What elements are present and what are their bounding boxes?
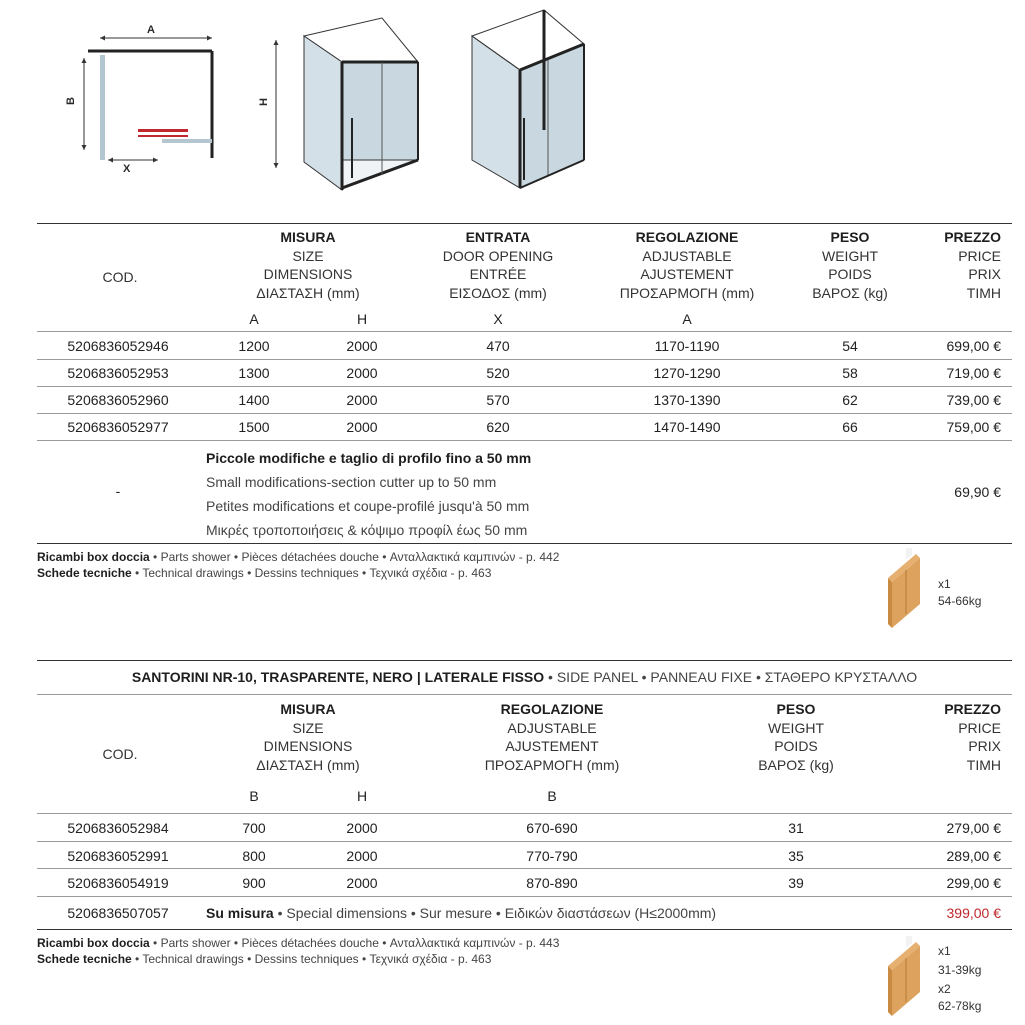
row-a: 1300 — [238, 365, 270, 381]
ajustement-label: AJUSTEMENT — [505, 738, 599, 754]
row-cod: 5206836052953 — [67, 365, 169, 381]
package-qty: x1 — [938, 577, 951, 591]
row-x: 520 — [486, 365, 510, 381]
plan-label-a: A — [147, 24, 155, 36]
package-icon — [880, 548, 925, 632]
size-label: SIZE — [292, 247, 324, 264]
diastasi-label: ΔΙΑΣΤΑΣΗ (mm) — [256, 756, 360, 773]
row-h: 2000 — [346, 338, 378, 354]
entree-label: ENTRÉE — [469, 266, 527, 282]
row-divider — [37, 359, 1012, 360]
row-divider — [37, 841, 1012, 842]
row-h: 2000 — [346, 419, 378, 435]
schede-link-2[interactable] — [37, 952, 491, 966]
row-price: 759,00 € — [946, 419, 1001, 435]
ricambi-link-2[interactable] — [37, 936, 559, 950]
table2-header-regolazione — [462, 700, 642, 774]
mod-line-fr: Petites modifications et coupe-profilé jusqu'à 50 mm — [206, 498, 530, 514]
table2-title — [37, 669, 1012, 685]
subheader-reg: A — [682, 311, 692, 327]
custom-price: 399,00 € — [946, 905, 1001, 921]
row-cod: 5206836052946 — [67, 338, 169, 354]
weight-label: WEIGHT — [822, 247, 878, 264]
row-peso: 66 — [842, 419, 858, 435]
custom-label-bold: Su misura — [206, 905, 274, 921]
misura-label: MISURA — [280, 701, 336, 717]
row-peso: 39 — [788, 875, 804, 891]
ricambi-bold: Ricambi box doccia — [37, 550, 150, 564]
ricambi-rest: • Parts shower • Pièces détachées douche • Ανταλλακτικά καμπινών - p. 443 — [149, 936, 560, 950]
eisodos-label: ΕΙΣΟΔΟΣ (mm) — [449, 284, 547, 301]
table2-title-rule — [37, 694, 1012, 695]
row-divider — [37, 386, 1012, 387]
table1-header-cod — [60, 268, 180, 287]
row-divider — [37, 440, 1012, 441]
shower-corner-diagram — [460, 0, 600, 200]
plan-label-x: X — [123, 163, 131, 175]
table1-bottom-rule — [37, 543, 1012, 544]
timi-label: TIMH — [966, 756, 1001, 773]
row-cod: 5206836052991 — [67, 848, 169, 864]
table1-header-prezzo — [900, 228, 1001, 302]
poids-label: POIDS — [828, 266, 872, 282]
prix-label: PRIX — [968, 266, 1001, 282]
prosarmogi-label: ΠΡΟΣΑΡΜΟΓΗ (mm) — [619, 284, 755, 301]
table1-header-misura — [228, 228, 388, 302]
row-h: 2000 — [346, 365, 378, 381]
row-peso: 58 — [842, 365, 858, 381]
table2-header-misura — [228, 700, 388, 774]
schede-bold: Schede tecniche — [37, 566, 132, 580]
subheader-h: H — [356, 311, 368, 327]
package-weight: 54-66kg — [938, 594, 982, 608]
table2-top-rule — [37, 660, 1012, 661]
mod-line-gr: Μικρές τροποποιήσεις & κόψιμο προφίλ έως 50 mm — [206, 522, 528, 538]
mod-price: 69,90 € — [954, 484, 1001, 500]
subheader-a: A — [249, 311, 259, 327]
row-reg: 870-890 — [526, 875, 578, 891]
table2-title-rest: • SIDE PANEL • PANNEAU FIXE • ΣΤΑΘΕΡΟ ΚΡΥΣΤΑΛΛΟ — [544, 669, 918, 685]
varos-label: ΒΑΡΟΣ (kg) — [812, 284, 888, 301]
schede-link-1[interactable] — [37, 566, 491, 580]
timi-label: TIMH — [966, 284, 1001, 301]
row-peso: 54 — [842, 338, 858, 354]
row-b: 800 — [242, 848, 266, 864]
row-a: 1400 — [238, 392, 270, 408]
ricambi-link-1[interactable] — [37, 550, 559, 564]
package-weight-1: 31-39kg — [938, 963, 982, 977]
mod-line-en: Small modifications-section cutter up to 50 mm — [206, 474, 497, 490]
row-b: 700 — [242, 820, 266, 836]
mod-line-it: Piccole modifiche e taglio di profilo fino a 50 mm — [206, 450, 532, 466]
regolazione-label: REGOLAZIONE — [500, 701, 604, 717]
subheader-reg: B — [547, 788, 557, 804]
price-label: PRICE — [958, 247, 1001, 264]
package-qty-2: x2 — [938, 982, 951, 996]
custom-label — [206, 905, 716, 921]
row-h: 2000 — [346, 875, 378, 891]
adjustable-label: ADJUSTABLE — [642, 247, 732, 264]
table2-header-peso — [736, 700, 856, 774]
schede-bold: Schede tecniche — [37, 952, 132, 966]
prezzo-label: PREZZO — [944, 701, 1001, 717]
table2-title-bold: SANTORINI NR-10, TRASPARENTE, NERO | LATERALE FISSO — [131, 669, 545, 685]
schede-rest: • Technical drawings • Dessins techniques • Τεχνικά σχέδια - p. 463 — [131, 566, 492, 580]
row-price: 739,00 € — [946, 392, 1001, 408]
row-a: 1500 — [238, 419, 270, 435]
row-h: 2000 — [346, 392, 378, 408]
row-x: 570 — [486, 392, 510, 408]
row-reg: 1370-1390 — [653, 392, 721, 408]
row-cod: 5206836054919 — [67, 875, 169, 891]
row-a: 1200 — [238, 338, 270, 354]
door-opening-label: DOOR OPENING — [442, 247, 554, 264]
row-price: 719,00 € — [946, 365, 1001, 381]
subheader-x: X — [493, 311, 503, 327]
table1-header-entrata — [418, 228, 578, 302]
row-reg: 1270-1290 — [653, 365, 721, 381]
row-b: 900 — [242, 875, 266, 891]
table2-header-cod — [60, 745, 180, 764]
entrata-label: ENTRATA — [465, 229, 531, 245]
row-cod: 5206836052960 — [67, 392, 169, 408]
row-divider — [37, 413, 1012, 414]
varos-label: ΒΑΡΟΣ (kg) — [758, 756, 834, 773]
misura-label: MISURA — [280, 229, 336, 245]
row-divider — [37, 331, 1012, 332]
ajustement-label: AJUSTEMENT — [640, 266, 734, 282]
row-x: 470 — [486, 338, 510, 354]
size-label: SIZE — [292, 719, 324, 736]
prezzo-label: PREZZO — [944, 229, 1001, 245]
cod-header: COD. — [102, 746, 138, 762]
custom-label-rest: • Special dimensions • Sur mesure • Ειδικών διαστάσεων (H≤2000mm) — [273, 905, 717, 921]
table2-header-prezzo — [900, 700, 1001, 774]
mod-cod: - — [115, 483, 121, 499]
row-price: 279,00 € — [946, 820, 1001, 836]
mod-description — [206, 446, 531, 542]
package-weight-2: 62-78kg — [938, 999, 982, 1013]
subheader-b: B — [249, 788, 259, 804]
package-icon — [880, 936, 925, 1020]
ricambi-bold: Ricambi box doccia — [37, 936, 150, 950]
plan-label-b: B — [64, 97, 77, 105]
row-h: 2000 — [346, 820, 378, 836]
row-price: 699,00 € — [946, 338, 1001, 354]
table1-header-regolazione — [597, 228, 777, 302]
peso-label: PESO — [830, 229, 870, 245]
dimensions-label: DIMENSIONS — [263, 738, 353, 754]
row-reg: 1470-1490 — [653, 419, 721, 435]
row-reg: 770-790 — [526, 848, 578, 864]
price-label: PRICE — [958, 719, 1001, 736]
ricambi-rest: • Parts shower • Pièces détachées douche • Ανταλλακτικά καμπινών - p. 442 — [149, 550, 560, 564]
schede-rest: • Technical drawings • Dessins techniques • Τεχνικά σχέδια - p. 463 — [131, 952, 492, 966]
elev-label-h: H — [257, 98, 270, 106]
peso-label: PESO — [776, 701, 816, 717]
plan-diagram — [55, 20, 225, 180]
table1-header-peso — [790, 228, 910, 302]
row-peso: 31 — [788, 820, 804, 836]
table1-top-rule — [37, 223, 1012, 224]
cod-header: COD. — [102, 269, 138, 285]
dimensions-label: DIMENSIONS — [263, 266, 353, 282]
prix-label: PRIX — [968, 738, 1001, 754]
row-divider — [37, 813, 1012, 814]
poids-label: POIDS — [774, 738, 818, 754]
row-peso: 35 — [788, 848, 804, 864]
adjustable-label: ADJUSTABLE — [507, 719, 597, 736]
prosarmogi-label: ΠΡΟΣΑΡΜΟΓΗ (mm) — [484, 756, 620, 773]
row-reg: 670-690 — [526, 820, 578, 836]
weight-label: WEIGHT — [768, 719, 824, 736]
row-peso: 62 — [842, 392, 858, 408]
row-divider — [37, 868, 1012, 869]
row-x: 620 — [486, 419, 510, 435]
custom-cod: 5206836507057 — [67, 905, 169, 921]
row-h: 2000 — [346, 848, 378, 864]
row-cod: 5206836052977 — [67, 419, 169, 435]
shower-elevation-diagram — [257, 0, 440, 200]
row-divider — [37, 896, 1012, 897]
row-price: 289,00 € — [946, 848, 1001, 864]
package-qty-1: x1 — [938, 944, 951, 958]
table2-bottom-rule — [37, 929, 1012, 930]
regolazione-label: REGOLAZIONE — [635, 229, 739, 245]
row-price: 299,00 € — [946, 875, 1001, 891]
row-cod: 5206836052984 — [67, 820, 169, 836]
subheader-h: H — [356, 788, 368, 804]
diastasi-label: ΔΙΑΣΤΑΣΗ (mm) — [256, 284, 360, 301]
row-reg: 1170-1190 — [654, 338, 720, 354]
